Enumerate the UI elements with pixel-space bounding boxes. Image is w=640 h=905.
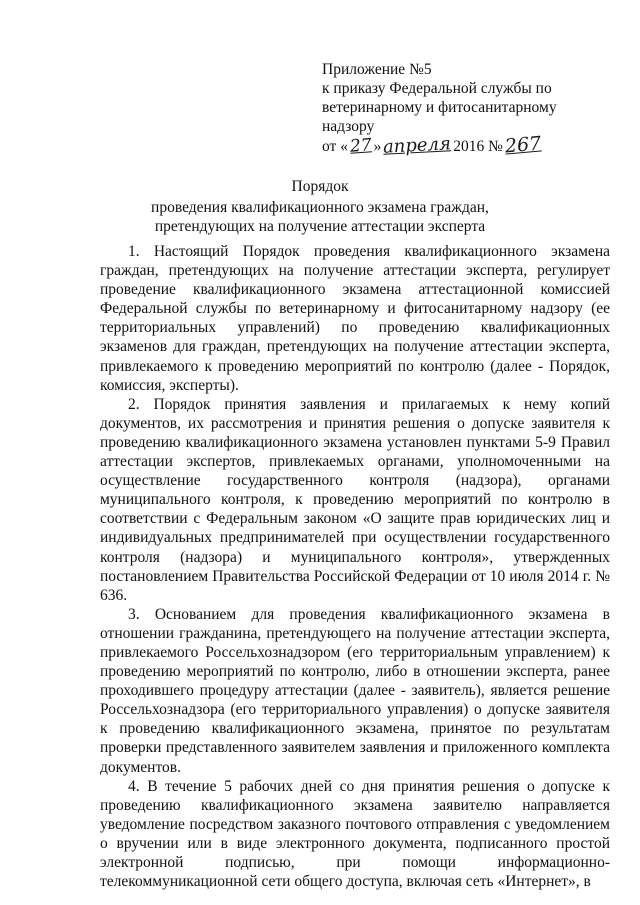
paragraph-1: 1. Настоящий Порядок проведения квалификационного экзамена граждан, претендующих на получение аттестации эксперта, регулирует проведение квалификационного экзамена аттестационной комиссией Федеральной службы по ветеринарному и фитосанитарному надзору (ее территориальных управлений) по проведению квалификационных экзаменов для граждан, претендующих на получение аттестации эксперта, привлекаемого к проведению мероприятий по контролю (далее - Порядок, комиссия, эксперты).: [100, 243, 610, 394]
date-year: 2016 №: [453, 138, 503, 155]
title-main: Порядок: [291, 178, 349, 195]
document-title: [100, 177, 540, 236]
document-body: [100, 242, 610, 891]
paragraph-2: 2. Порядок принятия заявления и прилагаемых к нему копий документов, их рассмотрения и принятия решения о допуске заявителя к проведению квалификационного экзамена установлен пунктами 5-9 Правил аттестации экспертов, привлекаемых органами, уполномоченными на осуществление государственного контроля (надзора), органами муниципального контроля, к проведению мероприятий по контролю в соответствии с Федеральным законом «О защите прав юридических лиц и индивидуальных предпринимателей при осуществлении государственного контроля (надзора) и муниципального контроля», утвержденных постановлением Правительства Российской Федерации от 10 июля 2014 г. № 636.: [100, 395, 610, 604]
handwritten-order-number: 267: [503, 132, 543, 158]
paragraph-3: 3. Основанием для проведения квалификационного экзамена в отношении гражданина, претендующего на получение аттестации эксперта, привлекаемого Россельхознадзором (его территориальным управлением) к проведению мероприятий по контролю, либо в отношении эксперта, ранее проходившего процедуру аттестации (далее - заявитель), является решение Россельхознадзора (его территориального управления) о допуске заявителя к проведению квалификационного экзамена, принятое по результатам проверки представленного заявителем заявления и приложенного комплекта документов.: [100, 605, 610, 776]
appendix-order-line-3: надзору: [322, 118, 375, 135]
order-date-line: [322, 132, 622, 158]
appendix-header: [322, 60, 622, 156]
title-subtitle: проведения квалификационного экзамена граждан, претендующих на получение аттестации эксперта: [151, 199, 489, 235]
appendix-order-line-1: к приказу Федеральной службы по: [322, 80, 552, 97]
date-prefix: от «: [322, 138, 348, 155]
paragraph-4: 4. В течение 5 рабочих дней со дня принятия решения о допуске к проведению квалификационного экзамена заявителю направляется уведомление посредством заказного почтового отправления с уведомлением о вручении или в виде электронного документа, подписанного простой электронной подписью, при помощи информационно-телекоммуникационной сети общего доступа, включая сеть «Интернет», в: [100, 777, 610, 891]
appendix-number: Приложение №5: [322, 61, 432, 78]
handwritten-day: 27: [349, 135, 373, 157]
appendix-order-line-2: ветеринарному и фитосанитарному: [322, 99, 557, 116]
date-quote-close: »: [373, 138, 382, 155]
handwritten-month: апреля: [382, 133, 452, 158]
